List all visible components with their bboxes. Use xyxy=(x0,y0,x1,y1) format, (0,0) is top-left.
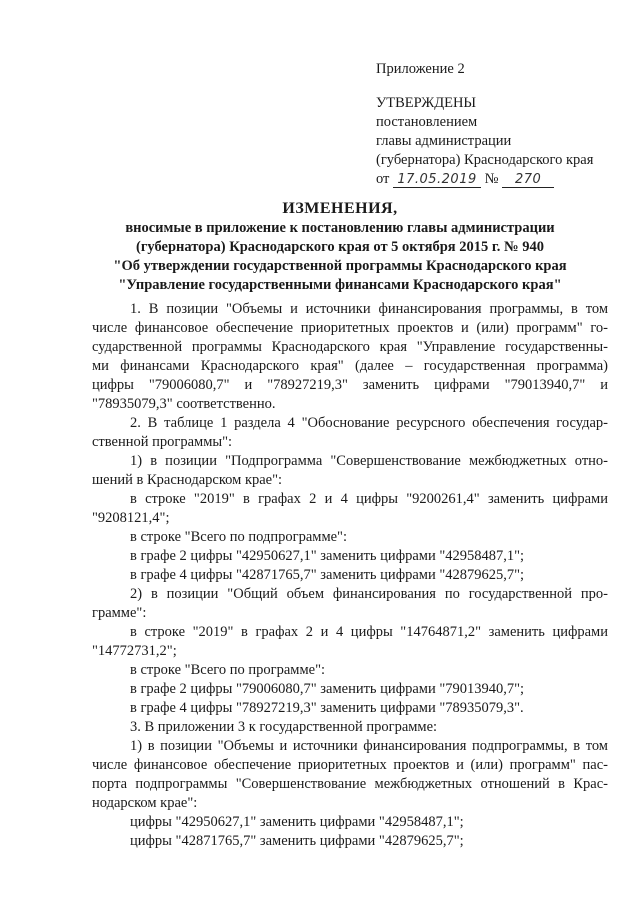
document-heading xyxy=(80,199,600,295)
body-line: в графе 2 цифры "79006080,7" заменить цифрами "79013940,7"; xyxy=(130,681,525,697)
body-line: в строке "Всего по подпрограмме": xyxy=(130,529,347,545)
handwritten-date: 17.05.2019 xyxy=(393,172,481,188)
from-label: от xyxy=(376,171,390,187)
body-line: в строке "Всего по программе": xyxy=(130,662,326,678)
body-line: числе финансовое обеспечение приоритетных проектов и (или) программ" пас- xyxy=(92,757,608,773)
approval-line-3: (губернатора) Краснодарского края xyxy=(376,152,594,168)
body-line: в строке "2019" в графах 2 и 4 цифры "14764871,2" заменить цифрами xyxy=(130,624,608,640)
body-line: в строке "2019" в графах 2 и 4 цифры "9200261,4" заменить цифрами xyxy=(130,491,608,507)
heading-line: "Управление государственными финансами Краснодарского края" xyxy=(118,277,562,293)
body-line: цифры "42950627,1" заменить цифрами "42958487,1"; xyxy=(130,814,464,830)
document-body xyxy=(92,300,608,851)
heading-line: "Об утверждении государственной программы Краснодарского края xyxy=(113,258,567,274)
body-line: шений в Краснодарском крае": xyxy=(92,472,283,488)
body-line: "78935079,3" соответственно. xyxy=(92,396,276,412)
body-line: грамме": xyxy=(92,605,147,621)
body-line: 1. В позиции "Объемы и источники финансирования программы, в том xyxy=(130,301,608,317)
approval-line-1: постановлением xyxy=(376,114,478,130)
body-line: ми финансами Краснодарского края" (далее – государственная программа) xyxy=(92,358,608,374)
heading-line: вносимые в приложение к постановлению главы администрации xyxy=(125,220,555,236)
body-line: "14772731,2"; xyxy=(92,643,177,659)
body-line: цифры "79006080,7" и "78927219,3" заменить цифрами "79013940,7" и xyxy=(92,377,608,393)
body-line: в графе 4 цифры "78927219,3" заменить цифрами "78935079,3". xyxy=(130,700,524,716)
approval-line-2: главы администрации xyxy=(376,133,512,149)
body-line: "9208121,4"; xyxy=(92,510,170,526)
approved-label: УТВЕРЖДЕНЫ xyxy=(376,95,477,111)
body-line: в графе 4 цифры "42871765,7" заменить цифрами "42879625,7"; xyxy=(130,567,525,583)
heading-line: (губернатора) Краснодарского края от 5 октября 2015 г. № 940 xyxy=(135,239,544,255)
heading-title: ИЗМЕНЕНИЯ, xyxy=(282,200,398,217)
approval-date-line xyxy=(376,170,616,189)
number-label: № xyxy=(484,171,499,187)
body-line: порта подпрограммы "Совершенствование межбюджетных отношений в Крас- xyxy=(92,776,608,792)
body-line: числе финансовое обеспечение приоритетных проектов и (или) программ" го- xyxy=(92,320,608,336)
body-line: 1) в позиции "Объемы и источники финансирования подпрограммы, в том xyxy=(130,738,608,754)
body-line: 2) в позиции "Общий объем финансирования по государственной про- xyxy=(130,586,608,602)
body-line: ственной программы": xyxy=(92,434,233,450)
body-line: 2. В таблице 1 раздела 4 "Обоснование ресурсного обеспечения государ- xyxy=(130,415,608,431)
body-line: 1) в позиции "Подпрограмма "Совершенствование межбюджетных отно- xyxy=(130,453,608,469)
body-line: 3. В приложении 3 к государственной программе: xyxy=(130,719,438,735)
approval-block xyxy=(376,60,616,189)
body-line: сударственной программы Краснодарского края "Управление государственны- xyxy=(92,339,608,355)
body-line: в графе 2 цифры "42950627,1" заменить цифрами "42958487,1"; xyxy=(130,548,525,564)
body-line: нодарском крае": xyxy=(92,795,198,811)
body-line: цифры "42871765,7" заменить цифрами "42879625,7"; xyxy=(130,833,464,849)
appendix-label: Приложение 2 xyxy=(376,61,465,77)
handwritten-number: 270 xyxy=(502,172,554,188)
